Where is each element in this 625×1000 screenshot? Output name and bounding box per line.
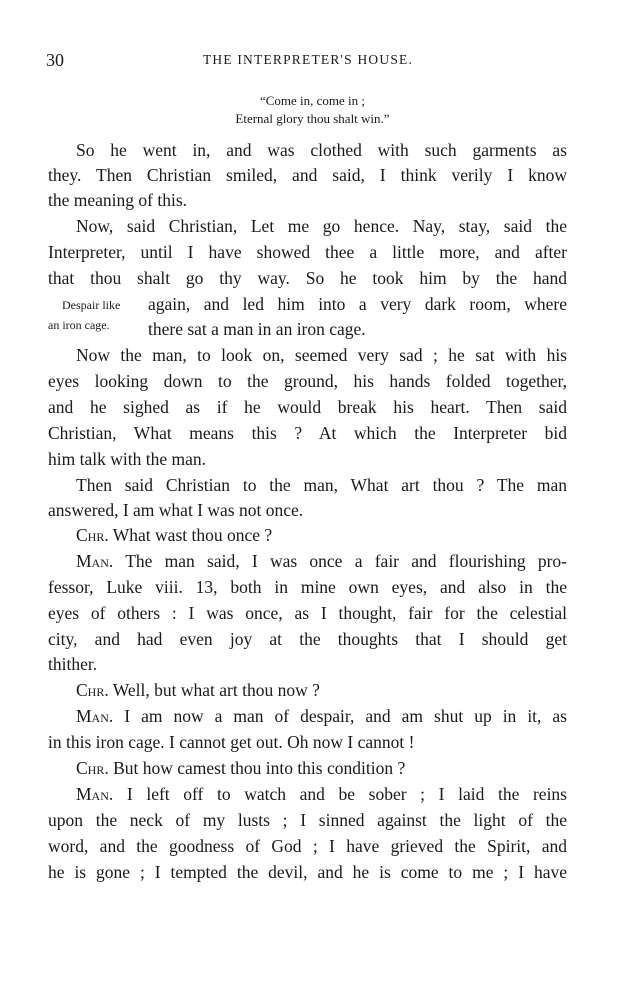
dialogue-text: What wast thou once ? (108, 525, 273, 545)
speaker-label: Man. (76, 784, 114, 804)
text-line: thither. (48, 654, 98, 674)
text-line: eyes of others : I was once, as I thought, fair for the celestial (48, 603, 567, 623)
text-line: and he sighed as if he would break his heart. Then said (48, 397, 567, 417)
dialogue-text: I am now a man of despair, and am shut up in it, as (113, 706, 567, 726)
dialogue-line (76, 758, 405, 779)
text-line: Christian, What means this ? At which the Interpreter bid (48, 423, 567, 443)
text-line: they. Then Christian smiled, and said, I think verily I know (48, 165, 567, 185)
text-line: the meaning of this. (48, 190, 188, 210)
text-line: answered, I am what I was not once. (48, 500, 304, 520)
speaker-label: Chr. (76, 680, 109, 700)
speaker-label: Chr. (76, 525, 109, 545)
dialogue-line (76, 551, 567, 572)
text-line: upon the neck of my lusts ; I sinned against the light of the (48, 810, 567, 830)
text-line: Interpreter, until I have showed thee a little more, and after (48, 242, 567, 262)
text-line: Now the man, to look on, seemed very sad ; he sat with his (76, 345, 567, 365)
dialogue-line (76, 706, 567, 727)
dialogue-text: Well, but what art thou now ? (108, 680, 320, 700)
text-line: in this iron cage. I cannot get out. Oh now I cannot ! (48, 732, 415, 752)
text-line: there sat a man in an iron cage. (148, 319, 366, 339)
page-header (46, 50, 570, 74)
text-line: fessor, Luke viii. 13, both in mine own eyes, and also in the (48, 577, 567, 597)
dialogue-text: But how camest thou into this condition ? (108, 758, 406, 778)
text-line: that thou shalt go thy way. So he took him by the hand (48, 268, 567, 288)
verse-line: Eternal glory thou shalt win.” (235, 111, 390, 126)
dialogue-text: I left off to watch and be sober ; I laid the reins (113, 784, 567, 804)
text-line: eyes looking down to the ground, his hands folded together, (48, 371, 567, 391)
speaker-label: Man. (76, 551, 114, 571)
text-line: So he went in, and was clothed with such garments as (76, 140, 567, 160)
dialogue-line (76, 680, 320, 701)
text-line: city, and had even joy at the thoughts that I should get (48, 629, 567, 649)
dialogue-line (76, 525, 272, 546)
dialogue-line (76, 784, 567, 805)
text-line: word, and the goodness of God ; I have grieved the Spirit, and (48, 836, 567, 856)
speaker-label: Chr. (76, 758, 109, 778)
text-line: again, and led him into a very dark room, where (148, 294, 567, 314)
text-line: Then said Christian to the man, What art thou ? The man (76, 475, 567, 495)
speaker-label: Man. (76, 706, 114, 726)
page-number: 30 (46, 50, 64, 70)
verse-line: “Come in, come in ; (259, 93, 366, 108)
running-title: THE INTERPRETER'S HOUSE. (202, 52, 414, 67)
sidenote-line: an iron cage. (48, 318, 110, 332)
text-line: he is gone ; I tempted the devil, and he is come to me ; I have (48, 862, 567, 882)
text-line: him talk with the man. (48, 449, 206, 469)
verse-quote (0, 92, 625, 128)
sidenote-line: Despair like (62, 298, 121, 312)
dialogue-text: The man said, I was once a fair and flourishing pro- (113, 551, 567, 571)
text-line: Now, said Christian, Let me go hence. Nay, stay, said the (76, 216, 567, 236)
